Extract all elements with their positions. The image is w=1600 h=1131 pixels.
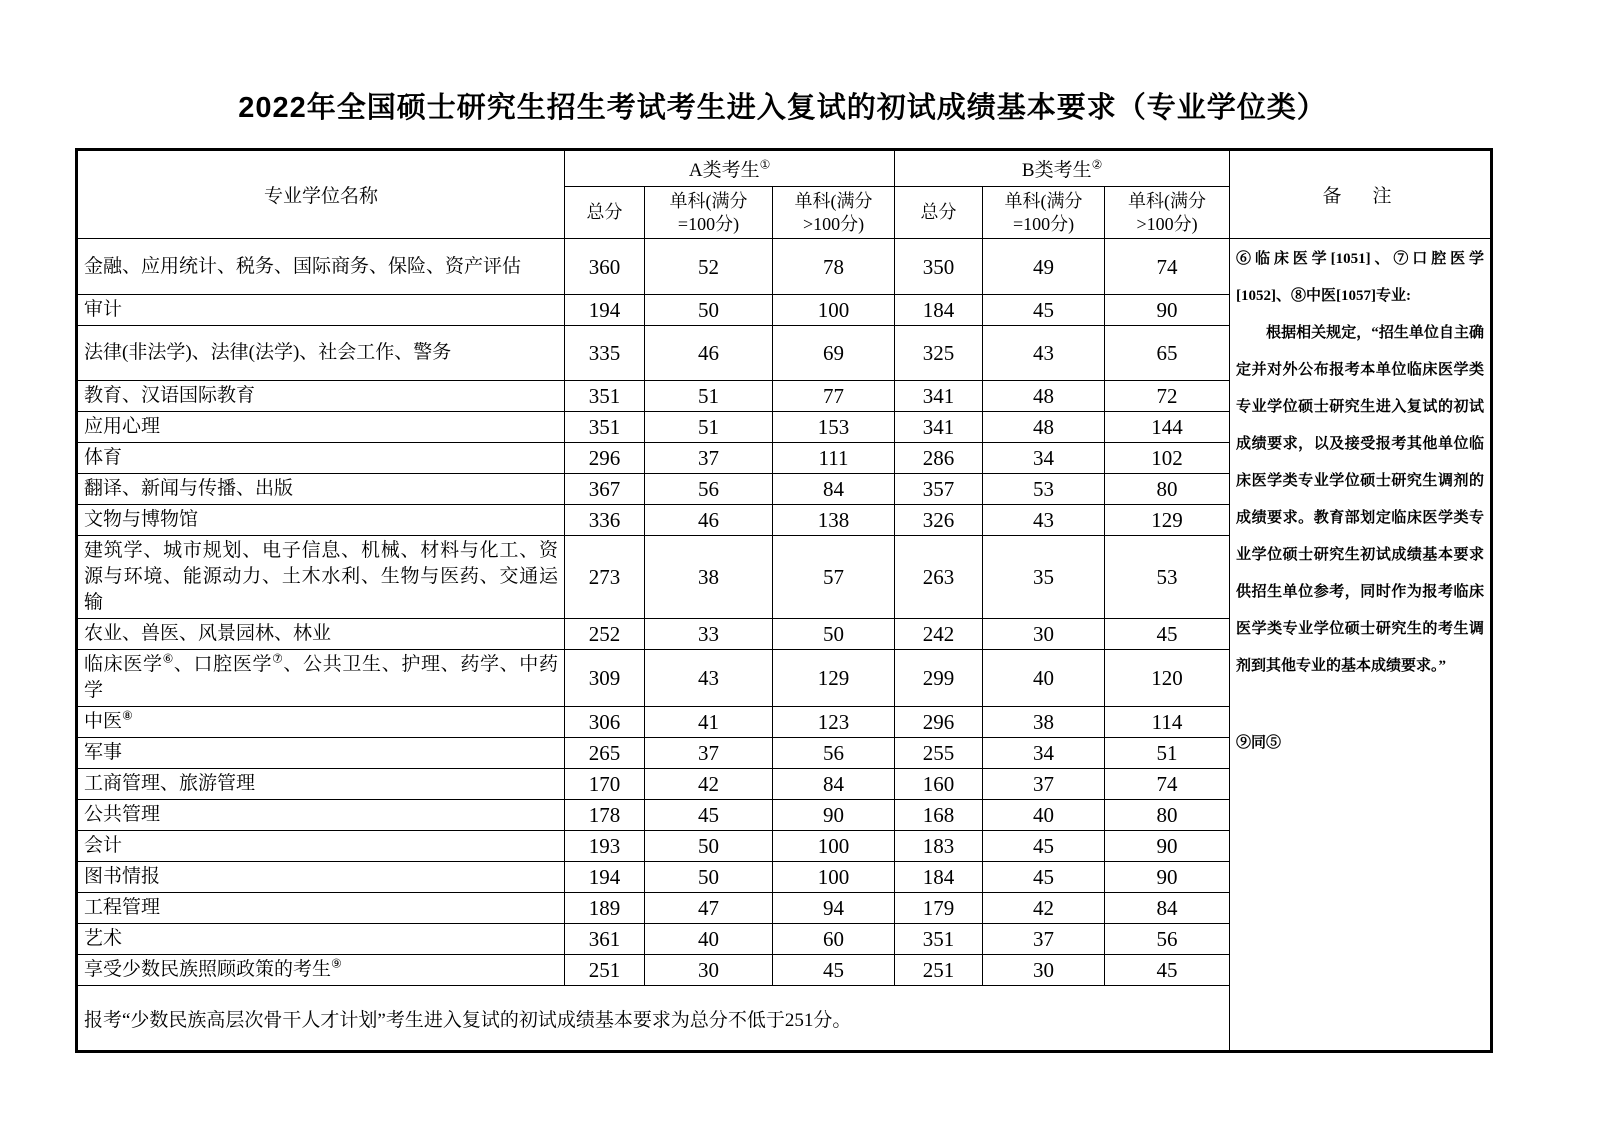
score-cell: 361 xyxy=(565,924,645,955)
major-name-cell: 公共管理 xyxy=(77,800,565,831)
score-cell: 102 xyxy=(1105,443,1230,474)
major-name-cell: 文物与博物馆 xyxy=(77,505,565,536)
remarks-para-1: ⑥临床医学[1051]、⑦口腔医学[1052]、⑧中医[1057]专业: xyxy=(1236,251,1485,304)
score-cell: 184 xyxy=(895,862,983,893)
score-cell: 100 xyxy=(773,295,895,326)
score-cell: 50 xyxy=(645,831,773,862)
score-cell: 114 xyxy=(1105,707,1230,738)
remarks-cell xyxy=(1230,239,1492,1052)
score-cell: 45 xyxy=(983,295,1105,326)
score-cell: 37 xyxy=(983,924,1105,955)
score-cell: 65 xyxy=(1105,326,1230,381)
score-cell: 33 xyxy=(645,619,773,650)
score-cell: 40 xyxy=(983,800,1105,831)
score-cell: 351 xyxy=(565,412,645,443)
major-name-cell: 艺术 xyxy=(77,924,565,955)
score-cell: 30 xyxy=(983,955,1105,986)
score-cell: 43 xyxy=(983,505,1105,536)
score-cell: 50 xyxy=(645,862,773,893)
score-cell: 45 xyxy=(983,862,1105,893)
score-cell: 56 xyxy=(773,738,895,769)
score-cell: 78 xyxy=(773,239,895,295)
score-cell: 30 xyxy=(645,955,773,986)
major-name-cell: 金融、应用统计、税务、国际商务、保险、资产评估 xyxy=(77,239,565,295)
header-a-total: 总分 xyxy=(565,187,645,239)
score-cell: 341 xyxy=(895,412,983,443)
score-cell: 286 xyxy=(895,443,983,474)
score-cell: 50 xyxy=(645,295,773,326)
major-name-cell: 审计 xyxy=(77,295,565,326)
header-a-single-100: 单科(满分=100分) xyxy=(645,187,773,239)
score-cell: 50 xyxy=(773,619,895,650)
major-name-cell: 教育、汉语国际教育 xyxy=(77,381,565,412)
footer-note: 报考“少数民族高层次骨干人才计划”考生进入复试的初试成绩基本要求为总分不低于251分。 xyxy=(77,986,1230,1052)
score-cell: 46 xyxy=(645,326,773,381)
score-cell: 40 xyxy=(645,924,773,955)
score-cell: 168 xyxy=(895,800,983,831)
major-name-cell: 应用心理 xyxy=(77,412,565,443)
major-name-cell: 工程管理 xyxy=(77,893,565,924)
score-cell: 80 xyxy=(1105,474,1230,505)
score-cell: 193 xyxy=(565,831,645,862)
score-cell: 94 xyxy=(773,893,895,924)
score-cell: 49 xyxy=(983,239,1105,295)
score-cell: 325 xyxy=(895,326,983,381)
score-cell: 336 xyxy=(565,505,645,536)
score-cell: 160 xyxy=(895,769,983,800)
score-cell: 335 xyxy=(565,326,645,381)
score-cell: 309 xyxy=(565,650,645,707)
score-cell: 46 xyxy=(645,505,773,536)
header-a-single-over-100: 单科(满分>100分) xyxy=(773,187,895,239)
score-cell: 90 xyxy=(1105,831,1230,862)
score-cell: 60 xyxy=(773,924,895,955)
major-name-cell: 军事 xyxy=(77,738,565,769)
score-cell: 56 xyxy=(1105,924,1230,955)
table-row xyxy=(77,239,1492,295)
major-name-cell: 临床医学⑥、口腔医学⑦、公共卫生、护理、药学、中药学 xyxy=(77,650,565,707)
score-cell: 357 xyxy=(895,474,983,505)
score-cell: 30 xyxy=(983,619,1105,650)
score-cell: 350 xyxy=(895,239,983,295)
score-table-body xyxy=(77,239,1492,1052)
score-cell: 42 xyxy=(983,893,1105,924)
score-cell: 45 xyxy=(983,831,1105,862)
score-cell: 34 xyxy=(983,738,1105,769)
score-cell: 255 xyxy=(895,738,983,769)
score-cell: 48 xyxy=(983,381,1105,412)
score-cell: 37 xyxy=(645,738,773,769)
score-cell: 100 xyxy=(773,831,895,862)
score-cell: 183 xyxy=(895,831,983,862)
score-cell: 251 xyxy=(565,955,645,986)
score-cell: 194 xyxy=(565,862,645,893)
score-cell: 351 xyxy=(565,381,645,412)
score-cell: 47 xyxy=(645,893,773,924)
score-cell: 100 xyxy=(773,862,895,893)
score-cell: 194 xyxy=(565,295,645,326)
score-cell: 129 xyxy=(1105,505,1230,536)
score-cell: 48 xyxy=(983,412,1105,443)
score-cell: 43 xyxy=(983,326,1105,381)
score-cell: 251 xyxy=(895,955,983,986)
score-cell: 35 xyxy=(983,536,1105,619)
header-group-b: B类考生② xyxy=(895,150,1230,187)
score-cell: 34 xyxy=(983,443,1105,474)
score-cell: 189 xyxy=(565,893,645,924)
major-name-cell: 会计 xyxy=(77,831,565,862)
score-cell: 45 xyxy=(645,800,773,831)
score-cell: 52 xyxy=(645,239,773,295)
header-b-single-100: 单科(满分=100分) xyxy=(983,187,1105,239)
major-name-cell: 图书情报 xyxy=(77,862,565,893)
score-cell: 84 xyxy=(773,474,895,505)
major-name-cell: 农业、兽医、风景园林、林业 xyxy=(77,619,565,650)
score-cell: 341 xyxy=(895,381,983,412)
score-cell: 56 xyxy=(645,474,773,505)
score-cell: 51 xyxy=(645,412,773,443)
score-cell: 72 xyxy=(1105,381,1230,412)
score-cell: 179 xyxy=(895,893,983,924)
header-b-single-over-100: 单科(满分>100分) xyxy=(1105,187,1230,239)
score-cell: 45 xyxy=(1105,619,1230,650)
score-cell: 74 xyxy=(1105,769,1230,800)
major-name-cell: 法律(非法学)、法律(法学)、社会工作、警务 xyxy=(77,326,565,381)
major-name-cell: 中医⑧ xyxy=(77,707,565,738)
score-cell: 43 xyxy=(645,650,773,707)
score-cell: 38 xyxy=(645,536,773,619)
score-cell: 120 xyxy=(1105,650,1230,707)
score-cell: 38 xyxy=(983,707,1105,738)
header-row-groups xyxy=(77,150,1492,187)
major-name-cell: 翻译、新闻与传播、出版 xyxy=(77,474,565,505)
score-cell: 367 xyxy=(565,474,645,505)
major-name-cell: 体育 xyxy=(77,443,565,474)
score-cell: 69 xyxy=(773,326,895,381)
score-cell: 84 xyxy=(773,769,895,800)
score-cell: 53 xyxy=(1105,536,1230,619)
major-name-cell: 建筑学、城市规划、电子信息、机械、材料与化工、资源与环境、能源动力、土木水利、生物与医药、交通运输 xyxy=(77,536,565,619)
score-cell: 74 xyxy=(1105,239,1230,295)
score-cell: 184 xyxy=(895,295,983,326)
score-cell: 296 xyxy=(565,443,645,474)
score-cell: 37 xyxy=(983,769,1105,800)
score-cell: 265 xyxy=(565,738,645,769)
remarks-para-2: 根据相关规定，“招生单位自主确定并对外公布报考本单位临床医学类专业学位硕士研究生进入复试的初试成绩要求，以及接受报考其他单位临床医学类专业学位硕士研究生调剂的成绩要求。教育部划定临床医学类专业学位硕士研究生初试成绩基本要求供招生单位参考，同时作为报考临床医学类专业学位硕士研究生的考生调剂到其他专业的基本成绩要求。” xyxy=(1236,325,1485,674)
score-cell: 90 xyxy=(1105,862,1230,893)
score-cell: 77 xyxy=(773,381,895,412)
score-table xyxy=(75,148,1493,1053)
score-cell: 242 xyxy=(895,619,983,650)
score-cell: 42 xyxy=(645,769,773,800)
major-name-cell: 工商管理、旅游管理 xyxy=(77,769,565,800)
remarks-para-3: ⑨同⑤ xyxy=(1236,735,1282,751)
score-cell: 51 xyxy=(645,381,773,412)
score-cell: 306 xyxy=(565,707,645,738)
page-title: 2022年全国硕士研究生招生考试考生进入复试的初试成绩基本要求（专业学位类） xyxy=(238,92,1327,124)
score-cell: 57 xyxy=(773,536,895,619)
score-cell: 296 xyxy=(895,707,983,738)
score-cell: 111 xyxy=(773,443,895,474)
score-cell: 263 xyxy=(895,536,983,619)
score-cell: 41 xyxy=(645,707,773,738)
score-cell: 138 xyxy=(773,505,895,536)
header-group-a: A类考生① xyxy=(565,150,895,187)
score-cell: 45 xyxy=(773,955,895,986)
score-cell: 144 xyxy=(1105,412,1230,443)
header-name-column: 专业学位名称 xyxy=(77,150,565,239)
score-cell: 123 xyxy=(773,707,895,738)
score-cell: 80 xyxy=(1105,800,1230,831)
header-remarks: 备 注 xyxy=(1230,150,1492,239)
score-cell: 326 xyxy=(895,505,983,536)
score-cell: 53 xyxy=(983,474,1105,505)
score-cell: 360 xyxy=(565,239,645,295)
score-cell: 45 xyxy=(1105,955,1230,986)
score-cell: 170 xyxy=(565,769,645,800)
score-cell: 178 xyxy=(565,800,645,831)
score-cell: 129 xyxy=(773,650,895,707)
score-cell: 37 xyxy=(645,443,773,474)
score-cell: 51 xyxy=(1105,738,1230,769)
score-cell: 90 xyxy=(773,800,895,831)
major-name-cell: 享受少数民族照顾政策的考生⑨ xyxy=(77,955,565,986)
score-cell: 40 xyxy=(983,650,1105,707)
header-b-total: 总分 xyxy=(895,187,983,239)
score-cell: 90 xyxy=(1105,295,1230,326)
score-cell: 153 xyxy=(773,412,895,443)
score-cell: 273 xyxy=(565,536,645,619)
score-cell: 299 xyxy=(895,650,983,707)
score-cell: 252 xyxy=(565,619,645,650)
score-cell: 84 xyxy=(1105,893,1230,924)
score-cell: 351 xyxy=(895,924,983,955)
